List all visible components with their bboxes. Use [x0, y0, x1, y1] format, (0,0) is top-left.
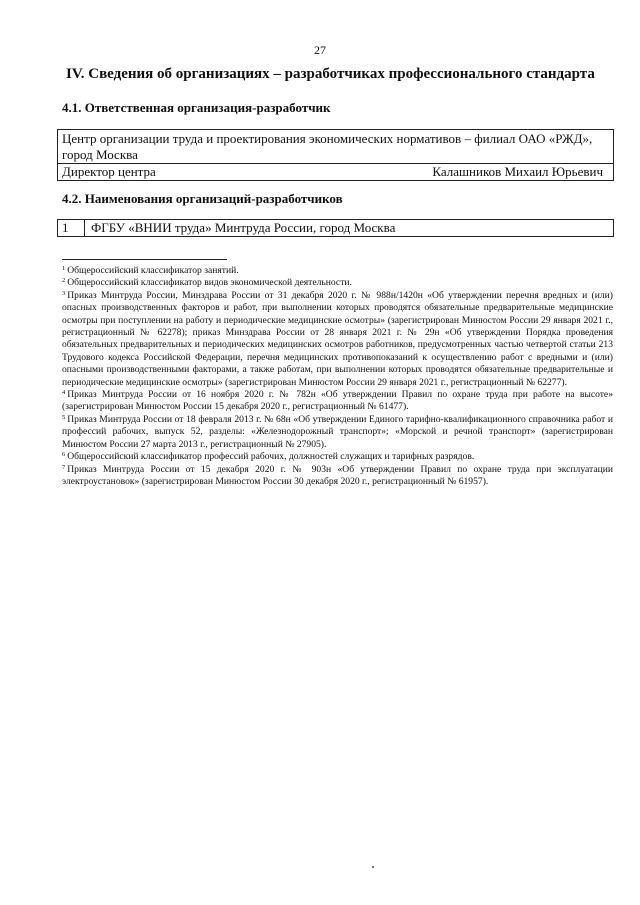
developers-table: [57, 219, 614, 237]
footnote: [62, 414, 613, 451]
footnote-mark: 3: [62, 289, 66, 297]
footnote-mark: 5: [62, 413, 66, 421]
footnote-text: Приказ Минтруда России от 16 ноября 2020 г. № 782н «Об утверждении Правил по охране труда при работе на высоте» (зарегистрирован Минюстом России 15 декабря 2020 г., регистрационный № 61477).: [62, 389, 613, 413]
footnote-mark: 4: [62, 389, 66, 397]
scan-speck: [372, 866, 374, 868]
responsible-org-heading: 4.1. Ответственная организация-разработчик: [62, 100, 331, 115]
responsible-org-name: Центр организации труда и проектирования экономических нормативов – филиал ОАО «РЖД», город Москва: [58, 130, 613, 164]
head-name: Калашников Михаил Юрьевич: [432, 164, 603, 179]
footnote-mark: 1: [62, 265, 66, 272]
footnote: [62, 389, 613, 414]
page-number: 27: [314, 43, 326, 57]
footnote-text: Приказ Минтруда России, Минздрава России от 31 декабря 2020 г. № 988н/1420н «Об утверждении перечня вредных и (или) опасных производственных факторов и работ, при выполнении которых проводятся обязательные предварительные медицинские осмотры при поступлении на работу и периодические медицинские осмотры» (зарегистрирован Минюстом России 29 января 2021 г., регистрационный № 62278); приказ Минздрава России от 28 января 2021 г. № 29н «Об утверждении Порядка проведения обязательных предварительных и периодических медицинских осмотров работников, предусмотренных частью четвертой статьи 213 Трудового кодекса Российской Федерации, перечня медицинских противопоказаний к осуществлению работ с вредными и (или) опасными производственными факторами, а также работам, при выполнении которых проводятся обязательные предварительные и периодические медицинские осмотры» (зарегистрирован Минюстом России 29 января 2021 г., регистрационный № 62277).: [62, 289, 613, 388]
footnotes: [62, 265, 613, 488]
responsible-org-head-row: [58, 164, 613, 180]
developers-heading: 4.2. Наименования организаций-разработчиков: [62, 191, 343, 206]
responsible-org-table: [57, 129, 614, 181]
footnote: [62, 451, 613, 463]
footnote-text: Общероссийский классификатор видов экономической деятельности.: [67, 277, 352, 289]
developer-name: ФГБУ «ВНИИ труда» Минтруда России, город Москва: [91, 220, 396, 235]
footnote-mark: 7: [62, 463, 66, 471]
footnote-text: Общероссийский классификатор профессий рабочих, должностей служащих и тарифных разрядов.: [67, 451, 475, 463]
footnote-mark: 2: [62, 277, 66, 285]
section-title: IV. Сведения об организациях – разработчиках профессионального стандарта: [66, 66, 595, 82]
head-position: Директор центра: [62, 164, 156, 179]
footnote: [62, 277, 613, 289]
footnote-separator: [62, 259, 227, 260]
footnote-mark: 6: [62, 451, 66, 459]
footnote-text: Приказ Минтруда России от 18 февраля 2013 г. № 68н «Об утверждении Единого тарифно-квалификационного справочника работ и профессий рабочих, выпуск 52, разделы: «Железнодорожный транспорт»; «Морской и речной транспорт» (зарегистрирован Минюстом России 27 марта 2013 г., регистрационный № 27905).: [62, 413, 613, 450]
footnote: [62, 464, 613, 489]
footnote: [62, 290, 613, 389]
footnote: [62, 265, 613, 277]
footnote-text: Приказ Минтруда России от 15 декабря 2020 г. № 903н «Об утверждении Правил по охране труда при эксплуатации электроустановок» (зарегистрирован Минюстом России 30 декабря 2020 г., регистрационный № 61957).: [62, 463, 613, 487]
footnote-text: Общероссийский классификатор занятий.: [67, 265, 239, 276]
developer-number: 1: [58, 220, 85, 236]
